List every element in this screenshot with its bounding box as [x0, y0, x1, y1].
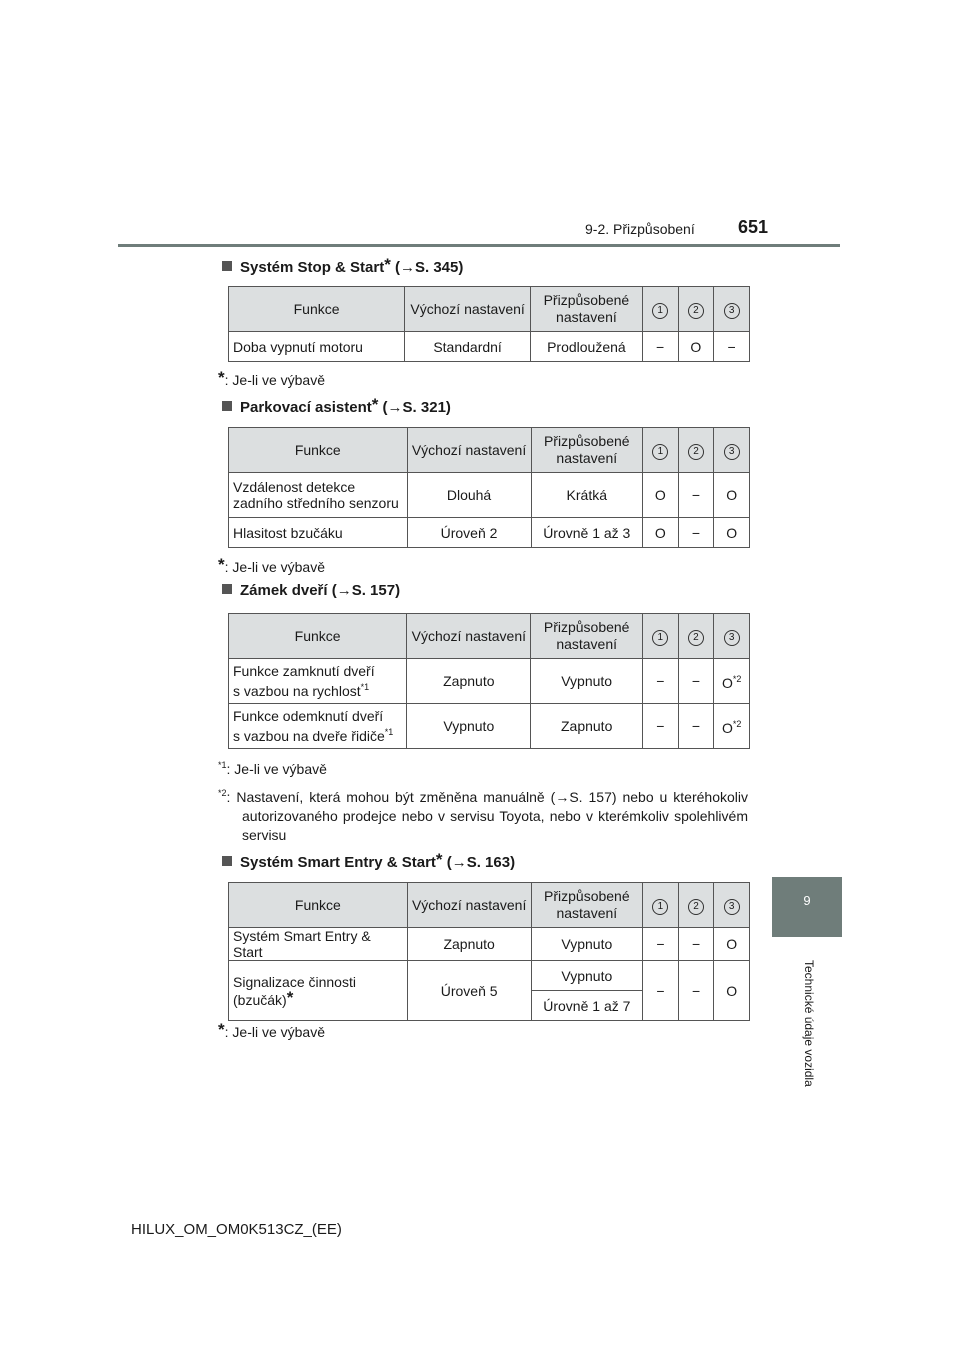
col-prizpusobene: Přizpůsobené nastavení — [531, 287, 643, 332]
circle-1-icon: 1 — [652, 630, 668, 646]
circle-3-icon: 3 — [724, 303, 740, 319]
header-rule — [118, 244, 840, 247]
table-header-row: Funkce Výchozí nastavení Přizpůsobené nastavení 1 2 3 — [229, 428, 750, 473]
table-parking — [228, 427, 750, 548]
circle-3-icon: 3 — [724, 444, 740, 460]
page-number: 651 — [738, 217, 769, 237]
table-header-row: Funkce Výchozí nastavení Přizpůsobené nastavení 1 2 3 — [229, 883, 750, 928]
footnote: *: Je-li ve výbavě — [218, 1020, 325, 1040]
circle-2-icon: 2 — [688, 303, 704, 319]
footnote: *: Je-li ve výbavě — [218, 555, 325, 575]
bullet-square-icon — [222, 584, 232, 594]
circle-2-icon: 2 — [688, 630, 704, 646]
bullet-square-icon — [222, 401, 232, 411]
table-row: Hlasitost bzučáku Úroveň 2 Úrovně 1 až 3 O − O — [229, 518, 750, 548]
section-heading-stop-start: Systém Stop & Start* (→S. 345) — [222, 255, 463, 276]
table-row: Funkce odemknutí dveří s vazbou na dveře řidiče$^{*1}$ Vypnuto Zapnuto − − $O^{*2}$ — [229, 704, 750, 749]
col-vychozi: Výchozí nastavení — [405, 287, 531, 332]
table-row: Vzdálenost detekce zadního středního senzoru Dlouhá Krátká O − O — [229, 473, 750, 518]
chapter-tab: 9 — [772, 877, 842, 937]
table-header-row: Funkce Výchozí nastavení Přizpůsobené nastavení 1 2 3 — [229, 614, 750, 659]
table-row: Úrovně 1 až 7 — [229, 991, 750, 1021]
header-section-title: 9-2. Přizpůsobení — [585, 221, 695, 237]
table-smart-entry — [228, 882, 750, 1021]
table-row: Systém Smart Entry & Start Zapnuto Vypnuto − − O — [229, 928, 750, 961]
table-row: Doba vypnutí motoru Standardní Prodloužená − O − — [229, 332, 750, 362]
footnote-2: $^{*2}$: Nastavení, která mohou být změněna manuálně (→S. 157) nebo u kteréhokoliv autorizovaného prodejce nebo v servisu Toyota, nebo v kterémkoliv spolehlivém servisu — [218, 788, 748, 843]
circle-3-icon: 3 — [724, 899, 740, 915]
col-funkce: Funkce — [229, 287, 405, 332]
chapter-label: Technické údaje vozidla — [802, 960, 816, 1087]
circle-2-icon: 2 — [688, 444, 704, 460]
table-header-row — [229, 287, 750, 332]
circle-1-icon: 1 — [652, 444, 668, 460]
circle-1-icon: 1 — [652, 303, 668, 319]
bullet-square-icon — [222, 856, 232, 866]
footnote: *: Je-li ve výbavě — [218, 368, 325, 388]
table-row: Signalizace činnosti (bzučák)* Úroveň 5 Vypnuto − − O — [229, 961, 750, 991]
bullet-square-icon — [222, 261, 232, 271]
table-stop-start — [228, 286, 750, 362]
footer-doc-code: HILUX_OM_OM0K513CZ_(EE) — [131, 1221, 342, 1238]
table-row: Funkce zamknutí dveří s vazbou na rychlost$^{*1}$ Zapnuto Vypnuto − − $O^{*2}$ — [229, 659, 750, 704]
table-door-lock — [228, 613, 750, 749]
circle-3-icon: 3 — [724, 630, 740, 646]
circle-2-icon: 2 — [688, 899, 704, 915]
section-heading-smart-entry: Systém Smart Entry & Start* (→S. 163) — [222, 850, 515, 871]
circle-1-icon: 1 — [652, 899, 668, 915]
footnote-1: $^{*1}$: Je-li ve výbavě — [218, 760, 327, 777]
section-heading-door-lock: Zámek dveří (→S. 157) — [222, 582, 400, 599]
section-heading-parking: Parkovací asistent* (→S. 321) — [222, 395, 451, 416]
